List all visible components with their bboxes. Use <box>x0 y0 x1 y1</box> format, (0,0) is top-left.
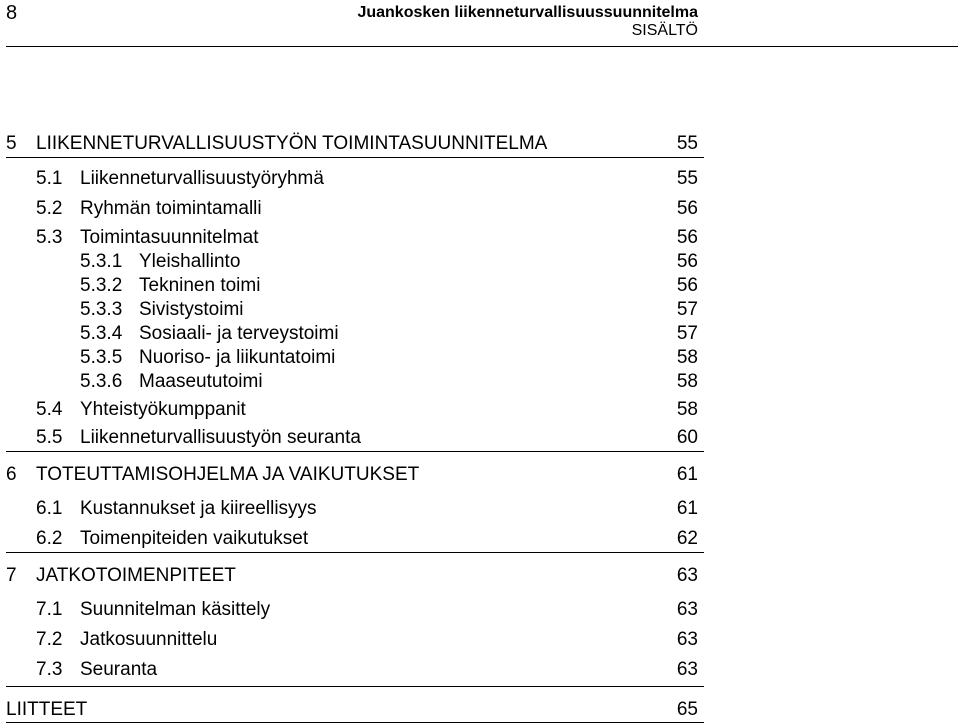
toc-entry-page: 58 <box>676 399 698 420</box>
toc-entry-number: 5.5 <box>36 427 63 448</box>
toc-entry-title: Kustannukset ja kiireellisyys <box>80 498 317 519</box>
toc-entry-title: Tekninen toimi <box>139 275 261 296</box>
toc-entry-number: 5.3.4 <box>80 323 123 344</box>
toc-entry-number: 5.3.5 <box>80 347 123 368</box>
toc-entry-number: 7 <box>6 565 17 586</box>
section-name: SISÄLTÖ <box>631 22 698 39</box>
toc-entry-title: Liikenneturvallisuustyöryhmä <box>80 168 324 189</box>
toc-entry-page: 61 <box>676 498 698 519</box>
toc-entry-title: Ryhmän toimintamalli <box>80 198 262 219</box>
toc-entry-page: 55 <box>676 168 698 189</box>
toc-entry-title: Nuoriso- ja liikuntatoimi <box>139 347 336 368</box>
toc-entry-title: Yhteistyökumppanit <box>80 399 246 420</box>
toc-entry-title: Sivistystoimi <box>139 299 244 320</box>
toc-entry-title: TOTEUTTAMISOHJELMA JA VAIKUTUKSET <box>36 464 420 485</box>
toc-entry-page: 61 <box>676 464 698 485</box>
toc-entry-page: 60 <box>676 427 698 448</box>
toc-entry-number: 7.2 <box>36 629 63 650</box>
toc-entry-number: 5.3.3 <box>80 299 123 320</box>
toc-entry-page: 57 <box>676 299 698 320</box>
toc-entry-title: LIIKENNETURVALLISUUSTYÖN TOIMINTASUUNNITELMA <box>36 133 548 154</box>
document-title: Juankosken liikenneturvallisuussuunnitelma <box>357 4 698 21</box>
toc-entry-number: 6 <box>6 464 17 485</box>
toc-entry-title: JATKOTOIMENPITEET <box>36 565 236 586</box>
toc-entry-title: Toimintasuunnitelmat <box>80 227 259 248</box>
toc-entry-number: 7.1 <box>36 599 63 620</box>
toc-entry-page: 56 <box>676 227 698 248</box>
toc-entry-page: 63 <box>676 629 698 650</box>
toc-entry-title: Jatkosuunnittelu <box>80 629 218 650</box>
toc-entry-title: Suunnitelman käsittely <box>80 599 271 620</box>
toc-entry-number: 6.2 <box>36 528 63 549</box>
toc-entry-number: 5.4 <box>36 399 63 420</box>
toc-entry-page: 56 <box>676 275 698 296</box>
toc-divider <box>6 451 704 452</box>
toc-entry-page: 58 <box>676 347 698 368</box>
toc-entry-page: 63 <box>676 565 698 586</box>
toc-entry-title: LIITTEET <box>6 699 88 720</box>
toc-entry-page: 56 <box>676 251 698 272</box>
toc-entry-number: 6.1 <box>36 498 63 519</box>
toc-divider <box>6 722 704 723</box>
toc-entry-page: 63 <box>676 599 698 620</box>
toc-entry-number: 5.3.2 <box>80 275 123 296</box>
toc-entry-number: 5 <box>6 133 17 154</box>
toc-entry-number: 5.3 <box>36 227 63 248</box>
toc-entry-page: 63 <box>676 659 698 680</box>
toc-entry-number: 5.3.1 <box>80 251 123 272</box>
toc-entry-number: 7.3 <box>36 659 63 680</box>
toc-entry-title: Liikenneturvallisuustyön seuranta <box>80 427 361 448</box>
toc-entry-page: 58 <box>676 371 698 392</box>
toc-entry-number: 5.3.6 <box>80 371 123 392</box>
toc-entry-title: Seuranta <box>80 659 158 680</box>
toc-entry-page: 62 <box>676 528 698 549</box>
toc-divider <box>6 552 704 553</box>
toc-entry-title: Maaseututoimi <box>139 371 263 392</box>
toc-entry-page: 55 <box>676 133 698 154</box>
page-number: 8 <box>6 2 18 24</box>
toc-entry-page: 57 <box>676 323 698 344</box>
toc-entry-number: 5.1 <box>36 168 63 189</box>
toc-entry-title: Yleishallinto <box>139 251 241 272</box>
toc-entry-page: 65 <box>676 699 698 720</box>
toc-divider <box>6 686 704 687</box>
toc-divider <box>6 157 704 158</box>
toc-entry-page: 56 <box>676 198 698 219</box>
toc-entry-title: Toimenpiteiden vaikutukset <box>80 528 309 549</box>
toc-entry-title: Sosiaali- ja terveystoimi <box>139 323 339 344</box>
header-divider <box>6 46 958 47</box>
toc-entry-number: 5.2 <box>36 198 63 219</box>
